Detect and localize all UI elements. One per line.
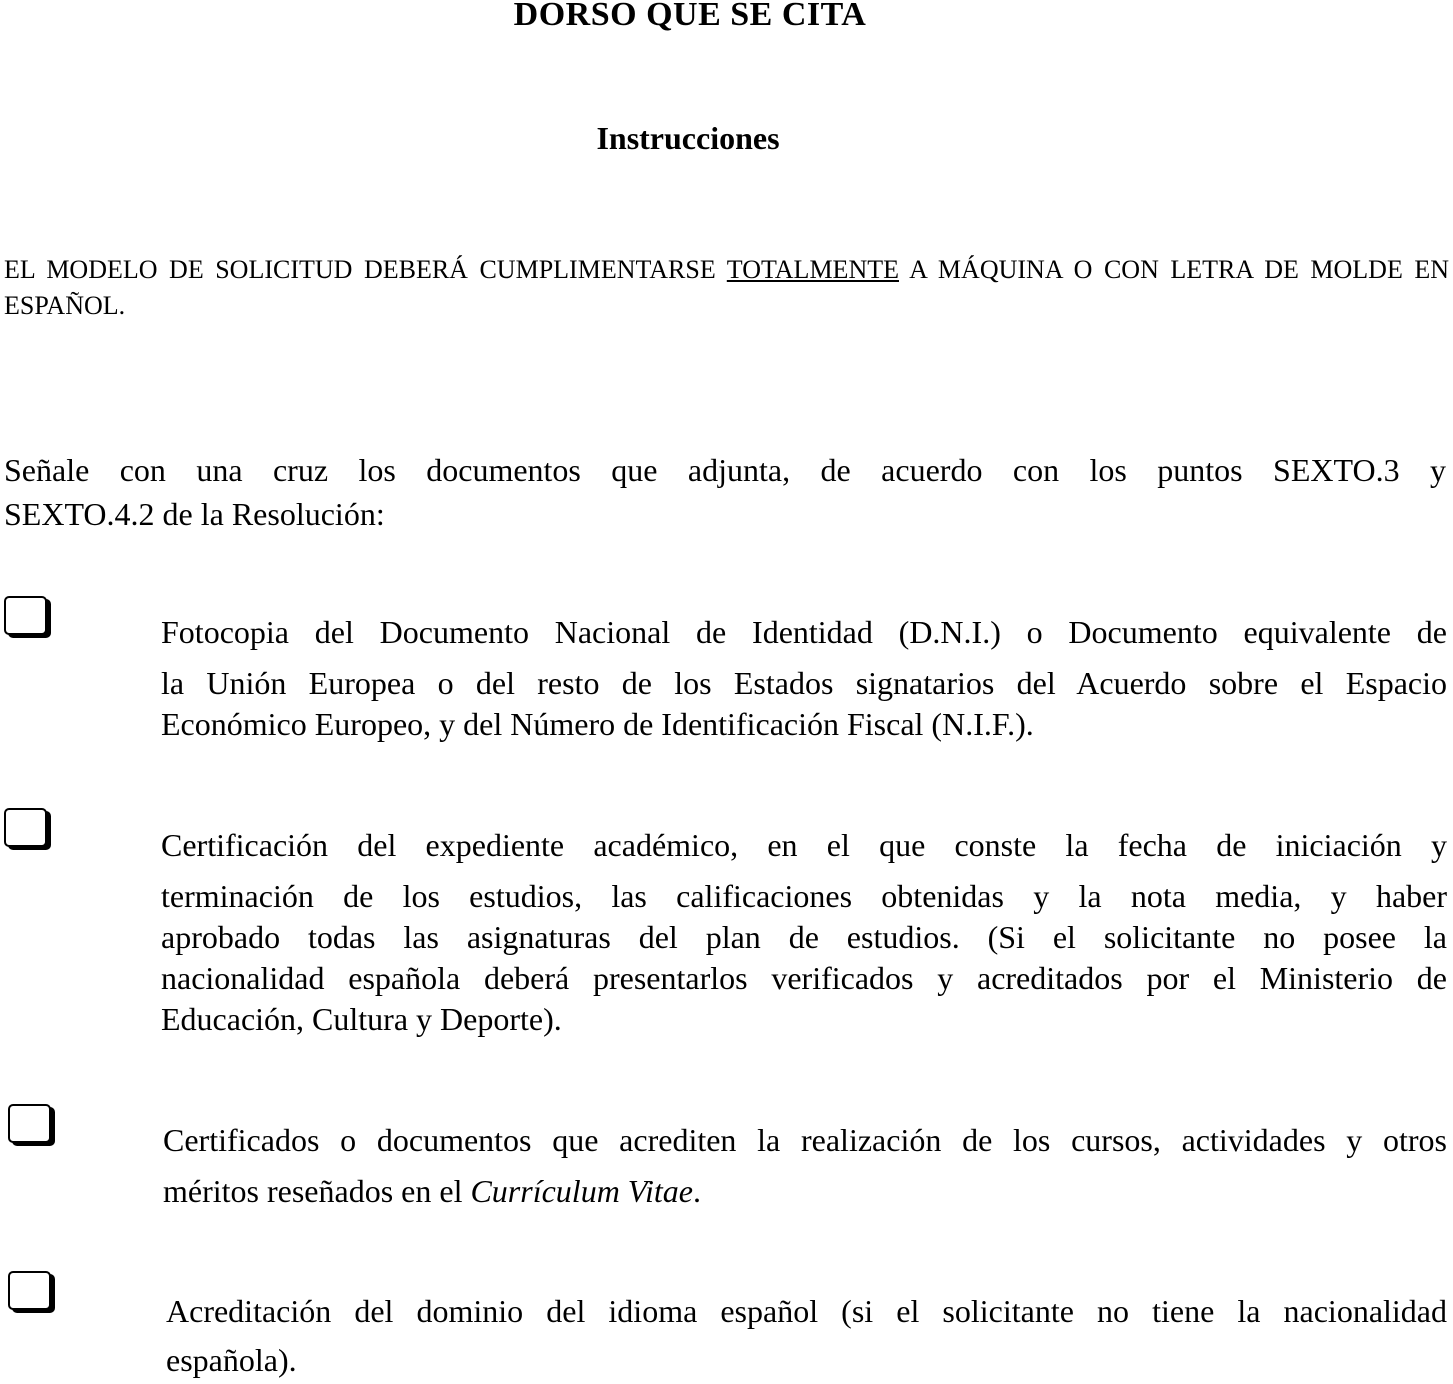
curriculum-vitae-italic: Currículum Vitae [470,1173,693,1209]
item-line: Económico Europeo, y del Número de Identificación Fiscal (N.I.F.). [161,706,1034,742]
item-line: Fotocopia del Documento Nacional de Identidad (D.N.I.) o Documento equivalente de [161,614,1447,650]
fill-instructions [4,252,1449,324]
notice-text-after: A MÁQUINA O CON LETRA DE MOLDE EN ESPAÑOL. [4,255,1450,320]
item-line: española). [166,1342,297,1378]
item-line: Certificación del expediente académico, en el que conste la fecha de iniciación y [161,827,1447,863]
item-text-certificates [163,1118,1447,1214]
intro-line-2: SEXTO.4.2 de la Resolución: [4,496,385,532]
notice-underlined-word: TOTALMENTE [726,255,899,284]
checkbox-certificates[interactable] [8,1104,51,1143]
item-line: Acreditación del dominio del idioma español (si el solicitante no tiene la nacionalidad [166,1293,1447,1329]
item-line: terminación de los estudios, las calificaciones obtenidas y la nota media, y haber [161,878,1447,914]
checkbox-dni[interactable] [4,596,47,635]
item-text-spanish-language [166,1289,1447,1383]
item-line [163,1169,1447,1214]
item-text-segment: . [692,1173,701,1209]
item-line: nacionalidad española deberá presentarlos verificados y acreditados por el Ministerio de [161,960,1447,996]
item-line: la Unión Europea o del resto de los Estados signatarios del Acuerdo sobre el Espacio [161,665,1447,701]
notice-text-before: EL MODELO DE SOLICITUD DEBERÁ CUMPLIMENTARSE [4,255,727,284]
checkbox-spanish-language[interactable] [8,1271,51,1310]
checkbox-academic-record[interactable] [4,808,47,847]
documents-intro [4,448,1446,536]
item-line: Certificados o documentos que acrediten la realización de los cursos, actividades y otros [163,1122,1447,1158]
item-text-academic-record [161,823,1447,1042]
page-title: DORSO QUE SE CITA [513,0,867,33]
page-subtitle: Instrucciones [596,120,780,156]
item-line: Educación, Cultura y Deporte). [161,1001,562,1037]
intro-line-1: Señale con una cruz los documentos que adjunta, de acuerdo con los puntos SEXTO.3 y [4,452,1446,488]
item-text-segment: méritos reseñados en el [163,1173,471,1209]
item-text-dni [161,610,1447,747]
item-line: aprobado todas las asignaturas del plan de estudios. (Si el solicitante no posee la [161,919,1447,955]
